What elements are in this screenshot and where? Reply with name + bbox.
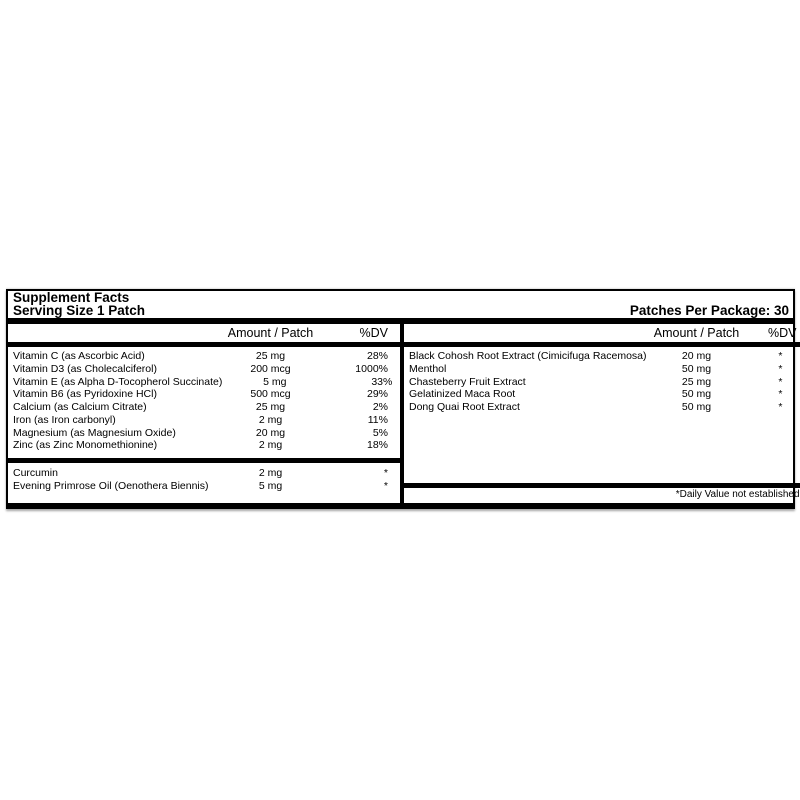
ingredient-dv: *: [778, 401, 783, 413]
ingredient-amount: 50 mg: [681, 388, 712, 401]
ingredient-amount: 500 mcg: [250, 388, 291, 401]
ingredient-amount: 50 mg: [681, 401, 712, 413]
ingredient-row: [8, 350, 400, 363]
ingredient-amount: 5 mg: [258, 479, 283, 492]
patches-per-package: Patches Per Package: 30: [629, 303, 789, 318]
ingredient-dv: *: [383, 479, 388, 492]
label-header: [8, 291, 793, 318]
ingredient-amount: 25 mg: [255, 350, 286, 362]
ingredient-name: Gelatinized Maca Root: [409, 388, 516, 401]
ingredient-dv: *: [383, 467, 388, 479]
column-header-divider-bar: [404, 342, 800, 347]
ingredient-amount: 2 mg: [258, 439, 283, 452]
dv-footnote: *Daily Value not established: [675, 489, 800, 500]
ingredient-name: Vitamin D3 (as Cholecalciferol): [13, 362, 157, 375]
ingredient-dv: 33%: [371, 375, 393, 388]
ingredient-name: Dong Quai Root Extract: [409, 401, 520, 413]
ingredient-dv: 1000%: [355, 362, 388, 375]
ingredient-name: Black Cohosh Root Extract (Cimicifuga Racemosa): [409, 350, 647, 362]
ingredient-amount: 5 mg: [263, 375, 287, 388]
amount-per-patch-header: Amount / Patch: [653, 326, 740, 340]
right-column-header: [404, 324, 800, 342]
ingredient-dv: 28%: [366, 350, 388, 362]
ingredient-amount: 2 mg: [258, 467, 283, 479]
label-columns: [8, 324, 800, 503]
amount-per-patch-header: Amount / Patch: [227, 326, 314, 340]
ingredient-amount: 50 mg: [681, 362, 712, 375]
empty-space: [404, 414, 800, 483]
ingredient-amount: 2 mg: [258, 413, 283, 426]
serving-size: Serving Size 1 Patch: [13, 302, 146, 318]
ingredient-row: [404, 388, 800, 401]
ingredient-row: [8, 414, 400, 427]
ingredient-name: Menthol: [409, 362, 447, 375]
ingredient-row: [8, 401, 400, 414]
ingredient-row: [404, 376, 800, 389]
supplement-facts-label: [6, 289, 800, 509]
percent-dv-header: %DV: [359, 326, 388, 340]
ingredient-dv: 18%: [366, 439, 388, 452]
ingredient-name: Evening Primrose Oil (Oenothera Biennis): [13, 479, 209, 492]
ingredient-row: [8, 439, 400, 452]
supplement-facts-title: Supplement Facts: [13, 290, 130, 305]
ingredient-row: [8, 363, 400, 376]
percent-dv-header: %DV: [768, 326, 797, 340]
ingredient-name: Vitamin E (as Alpha D-Tocopherol Succinate): [13, 375, 223, 388]
ingredient-dv: 29%: [366, 388, 388, 401]
ingredient-name: Vitamin C (as Ascorbic Acid): [13, 350, 145, 362]
section-divider-bar: [8, 458, 400, 463]
ingredient-dv: *: [778, 375, 783, 388]
ingredient-dv: 5%: [372, 426, 388, 439]
ingredient-dv: 2%: [372, 401, 388, 413]
ingredient-row: [404, 350, 800, 363]
ingredient-row: [404, 401, 800, 414]
ingredient-row: [8, 427, 400, 440]
ingredient-dv: *: [778, 388, 783, 401]
ingredient-dv: *: [778, 362, 783, 375]
ingredient-amount: 20 mg: [681, 350, 712, 362]
ingredient-name: Zinc (as Zinc Monomethionine): [13, 439, 158, 452]
ingredient-row: [8, 467, 400, 480]
ingredient-amount: 20 mg: [255, 426, 286, 439]
ingredient-name: Chasteberry Fruit Extract: [409, 375, 526, 388]
ingredient-row: [8, 388, 400, 401]
ingredient-name: Iron (as Iron carbonyl): [13, 413, 116, 426]
ingredient-dv: *: [778, 350, 783, 362]
left-main-rows: [8, 350, 400, 452]
ingredient-name: Vitamin B6 (as Pyridoxine HCl): [13, 388, 157, 401]
ingredient-name: Calcium (as Calcium Citrate): [13, 401, 147, 413]
right-panel: [402, 324, 800, 503]
ingredient-amount: 25 mg: [255, 401, 286, 413]
ingredient-dv: 11%: [367, 413, 388, 426]
ingredient-row: [8, 480, 400, 493]
right-rows: [404, 350, 800, 414]
column-header-divider-bar: [8, 342, 400, 347]
ingredient-row: [8, 376, 400, 389]
ingredient-amount: 25 mg: [681, 375, 712, 388]
ingredient-name: Curcumin: [13, 467, 58, 479]
ingredient-row: [404, 363, 800, 376]
left-column-header: [8, 324, 400, 342]
ingredient-name: Magnesium (as Magnesium Oxide): [13, 426, 176, 439]
ingredient-amount: 200 mcg: [250, 362, 291, 375]
left-secondary-rows: [8, 467, 400, 493]
title-block: [13, 292, 145, 317]
left-panel: [8, 324, 402, 503]
